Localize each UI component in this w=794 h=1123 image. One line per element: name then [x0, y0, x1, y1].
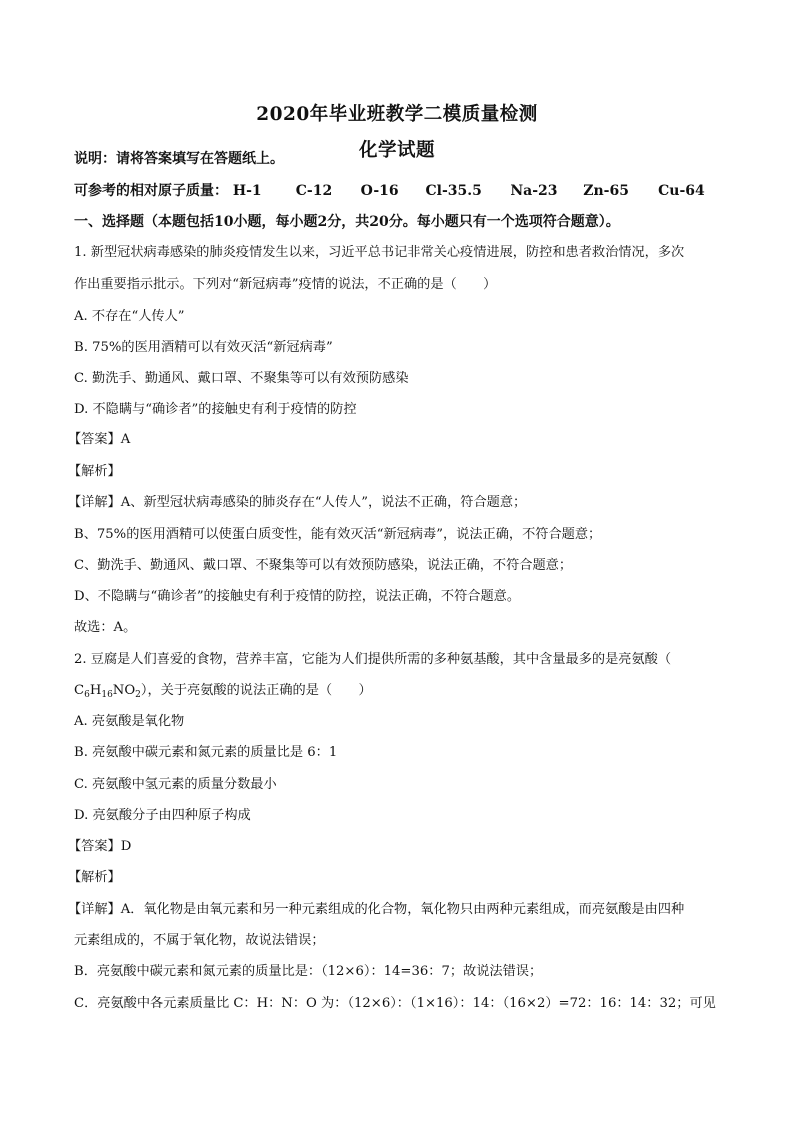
- q2-detail-1: 【详解】A．氧化物是由氧元素和另一种元素组成的化合物，氧化物只由两种元素组成，而亮氨酸是由四种: [68, 902, 685, 917]
- page-subtitle: 化学试题: [358, 140, 435, 161]
- instruction-note: 说明：请将答案填写在答题纸上。: [74, 151, 284, 167]
- q2-option-c: C. 亮氨酸中氢元素的质量分数最小: [74, 777, 277, 792]
- q2-answer: 【答案】D: [68, 839, 132, 854]
- q1-conclusion: 故选：A。: [74, 620, 137, 635]
- q2-option-a: A. 亮氨酸是氧化物: [74, 714, 185, 729]
- q1-stem-line-1: 1. 新型冠状病毒感染的肺炎疫情发生以来，习近平总书记非常关心疫情进展，防控和患者救治情况，多次: [74, 245, 685, 260]
- q2-analysis-label: 【解析】: [68, 870, 121, 885]
- q1-analysis-label: 【解析】: [68, 464, 121, 479]
- atomic-mass-label: 可参考的相对原子质量：: [74, 183, 228, 199]
- q1-answer: 【答案】A: [68, 432, 131, 447]
- atomic-mass-o: O-16: [360, 183, 399, 199]
- section-heading: 一、选择题（本题包括10小题，每小题2分，共20分。每小题只有一个选项符合题意）。: [74, 214, 620, 230]
- q1-detail-4: D、不隐瞒与“确诊者”的接触史有利于疫情的防控，说法正确，不符合题意。: [74, 589, 521, 604]
- q2-detail-2: B．亮氨酸中碳元素和氮元素的质量比是：（12×6）：14=36：7；故说法错误；: [74, 964, 543, 979]
- q1-detail-1: 【详解】A、新型冠状病毒感染的肺炎存在“人传人”，说法不正确，符合题意；: [68, 495, 527, 510]
- q2-stem-line-2-tail: ），关于亮氨酸的说法正确的是（ ）: [140, 683, 372, 698]
- q2-formula: $C_6H_{16}NO_2$: [74, 683, 141, 700]
- atomic-mass-row: [74, 182, 705, 200]
- q2-stem-line-2: [74, 682, 372, 704]
- page-title: 2020年毕业班教学二模质量检测: [256, 104, 538, 125]
- q1-option-c: C. 勤洗手、勤通风、戴口罩、不聚集等可以有效预防感染: [74, 371, 409, 386]
- atomic-mass-h: H-1: [232, 183, 262, 199]
- q2-option-d: D. 亮氨酸分子由四种原子构成: [74, 808, 251, 823]
- atomic-mass-c: C-12: [295, 183, 333, 199]
- q2-stem-line-1: 2. 豆腐是人们喜爱的食物，营养丰富，它能为人们提供所需的多种氨基酸，其中含量最多的是亮氨酸（: [74, 652, 672, 667]
- q2-option-b: B. 亮氨酸中碳元素和氮元素的质量比是 6：1: [74, 745, 338, 760]
- atomic-mass-zn: Zn-65: [583, 183, 629, 199]
- q1-option-b: B. 75%的医用酒精可以有效灭活“新冠病毒”: [74, 340, 333, 355]
- q2-detail-3: C．亮氨酸中各元素质量比 C：H：N：O 为：（12×6）：（1×16）：14：（16×2）=72：16：14：32；可见: [74, 996, 716, 1011]
- atomic-mass-na: Na-23: [510, 183, 558, 199]
- atomic-mass-cu: Cu-64: [658, 183, 705, 199]
- atomic-mass-cl: Cl-35.5: [425, 183, 482, 199]
- q1-detail-3: C、勤洗手、勤通风、戴口罩、不聚集等可以有效预防感染，说法正确，不符合题意；: [74, 558, 573, 573]
- q2-detail-1b: 元素组成的，不属于氧化物，故说法错误；: [74, 933, 325, 948]
- q1-detail-2: B、75%的医用酒精可以使蛋白质变性，能有效灭活“新冠病毒”，说法正确，不符合题意；: [74, 527, 602, 542]
- q1-stem-line-2: 作出重要指示批示。下列对“新冠病毒”疫情的说法，不正确的是（ ）: [74, 277, 497, 292]
- q1-option-d: D. 不隐瞒与“确诊者”的接触史有利于疫情的防控: [74, 402, 357, 417]
- q1-option-a: A. 不存在“人传人”: [74, 309, 185, 324]
